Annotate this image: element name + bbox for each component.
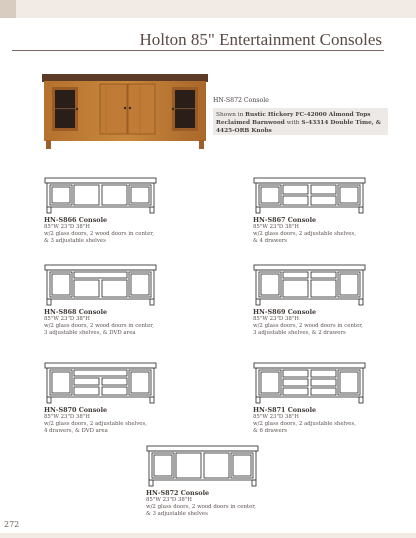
- console-item-s870: [44, 362, 174, 435]
- page-title: Holton 85" Entertainment Consoles: [139, 30, 382, 49]
- console-desc-line1: w/2 glass doors, 2 wood doors in center,: [44, 231, 154, 237]
- console-title: HN-S870 Console: [44, 406, 108, 414]
- console-dims: 85"W 23"D 38"H: [253, 316, 300, 322]
- console-title: HN-S868 Console: [44, 308, 108, 316]
- console-dims: 85"W 23"D 38"H: [146, 497, 193, 503]
- console-desc-line2: 3 adjustable shelves, & 2 drawers: [253, 330, 346, 336]
- console-desc-line1: w/2 glass doors, 2 wood doors in center,: [253, 323, 363, 329]
- featured-description: [216, 111, 386, 135]
- console-desc-line2: & 3 adjustable shelves: [146, 511, 208, 517]
- featured-console-image: [40, 70, 210, 150]
- console-drawing-s870: [44, 362, 157, 404]
- console-item-s869: [253, 264, 383, 337]
- console-desc-line2: & 6 drawers: [253, 428, 288, 434]
- console-dims: 85"W 23"D 38"H: [44, 316, 91, 322]
- featured-desc-rest: S-43314 Double Time, & 4425-ORB Knobs: [216, 120, 382, 134]
- console-drawing-s871: [253, 362, 366, 404]
- console-drawing-s866: [44, 177, 157, 214]
- console-title: HN-S867 Console: [253, 216, 317, 224]
- featured-desc-prefix: Shown in: [216, 112, 246, 118]
- console-item-s867: [253, 177, 383, 245]
- featured-label: HN-S872 Console: [213, 97, 269, 104]
- console-title: HN-S866 Console: [44, 216, 108, 224]
- page-number: 272: [4, 520, 20, 529]
- console-drawing-s867: [253, 177, 366, 214]
- console-desc-line2: & 3 adjustable shelves: [44, 238, 106, 244]
- top-band-accent: [0, 0, 16, 18]
- console-desc-line1: w/2 glass doors, 2 adjustable shelves,: [44, 421, 147, 427]
- console-item-s868: [44, 264, 174, 337]
- console-title: HN-S872 Console: [146, 489, 210, 497]
- console-dims: 85"W 23"D 38"H: [253, 224, 300, 230]
- console-dims: 85"W 23"D 38"H: [44, 224, 91, 230]
- title-divider: [12, 50, 384, 51]
- console-desc-line1: w/2 glass doors, 2 adjustable shelves,: [253, 421, 356, 427]
- console-title: HN-S871 Console: [253, 406, 317, 414]
- featured-desc-mid: with: [284, 120, 302, 126]
- console-item-s871: [253, 362, 383, 435]
- console-drawing-s868: [44, 264, 157, 306]
- console-desc-line1: w/2 glass doors, 2 wood doors in center,: [146, 504, 256, 510]
- console-desc-line2: 3 adjustable shelves, & DVD area: [44, 330, 136, 336]
- console-desc-line2: & 4 drawers: [253, 238, 288, 244]
- console-desc-line2: 4 drawers, & DVD area: [44, 428, 108, 434]
- console-item-s866: [44, 177, 174, 245]
- console-desc-line1: w/2 glass doors, 2 wood doors in center,: [44, 323, 154, 329]
- bottom-band: [0, 533, 416, 538]
- featured-desc-bold: Rustic Hickory FC-42000 Almond Tops Reclaimed Barnwood: [216, 112, 371, 126]
- console-item-s872: [146, 445, 276, 518]
- console-drawing-s872: [146, 445, 259, 487]
- top-band: [0, 0, 416, 18]
- console-dims: 85"W 23"D 38"H: [44, 414, 91, 420]
- console-dims: 85"W 23"D 38"H: [253, 414, 300, 420]
- console-title: HN-S869 Console: [253, 308, 317, 316]
- console-drawing-s869: [253, 264, 366, 306]
- console-desc-line1: w/2 glass doors, 2 adjustable shelves,: [253, 231, 356, 237]
